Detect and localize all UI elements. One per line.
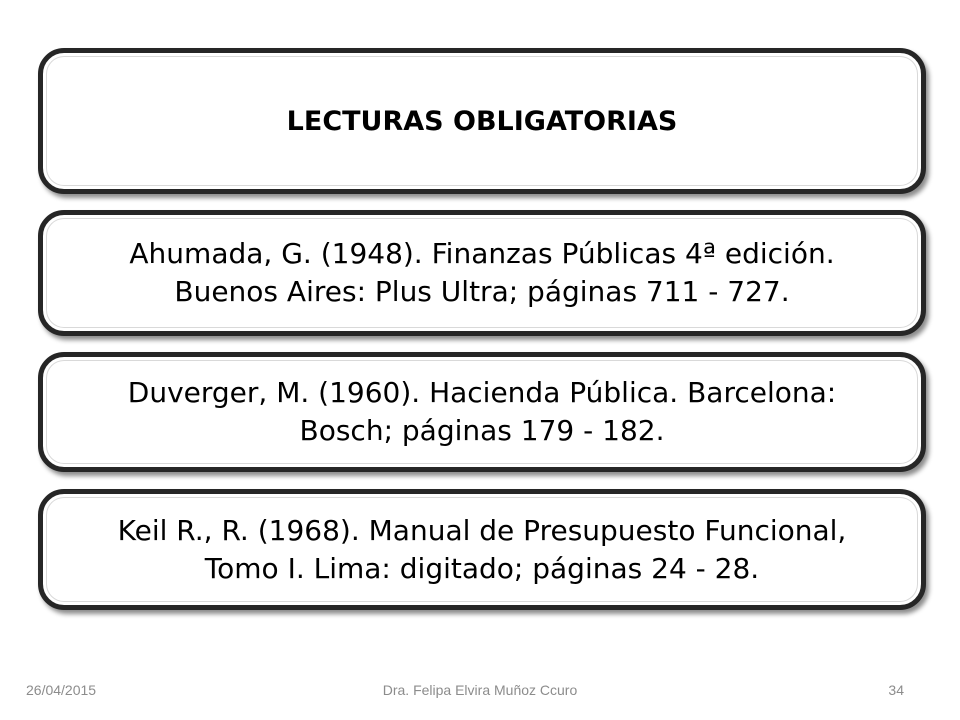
reference-3-line-2: Tomo I. Lima: digitado; páginas 24 - 28. [204, 551, 760, 585]
title-box [38, 48, 926, 194]
reference-text-1 [99, 235, 864, 311]
slide-title: LECTURAS OBLIGATORIAS [286, 105, 678, 137]
footer-author: Dra. Felipa Elvira Muñoz Ccuro [382, 682, 578, 698]
footer-date: 26/04/2015 [26, 682, 97, 698]
reference-text-2 [98, 374, 866, 450]
reference-2-line-2: Bosch; páginas 179 - 182. [299, 414, 665, 447]
reference-2-line-1: Duverger, M. (1960). Hacienda Pública. Barcelona: [127, 376, 837, 409]
reference-box-2 [38, 352, 926, 472]
reference-3-line-1: Keil R., R. (1968). Manual de Presupuesto Funcional, [117, 513, 847, 547]
reference-box-1 [38, 210, 926, 336]
reference-1-line-2: Buenos Aires: Plus Ultra; páginas 711 - 727. [174, 275, 790, 308]
reference-box-3 [38, 489, 926, 610]
reference-1-line-1: Ahumada, G. (1948). Finanzas Públicas 4ª edición. [129, 237, 835, 270]
reference-text-3 [88, 512, 877, 588]
footer-page-number: 34 [888, 682, 904, 698]
